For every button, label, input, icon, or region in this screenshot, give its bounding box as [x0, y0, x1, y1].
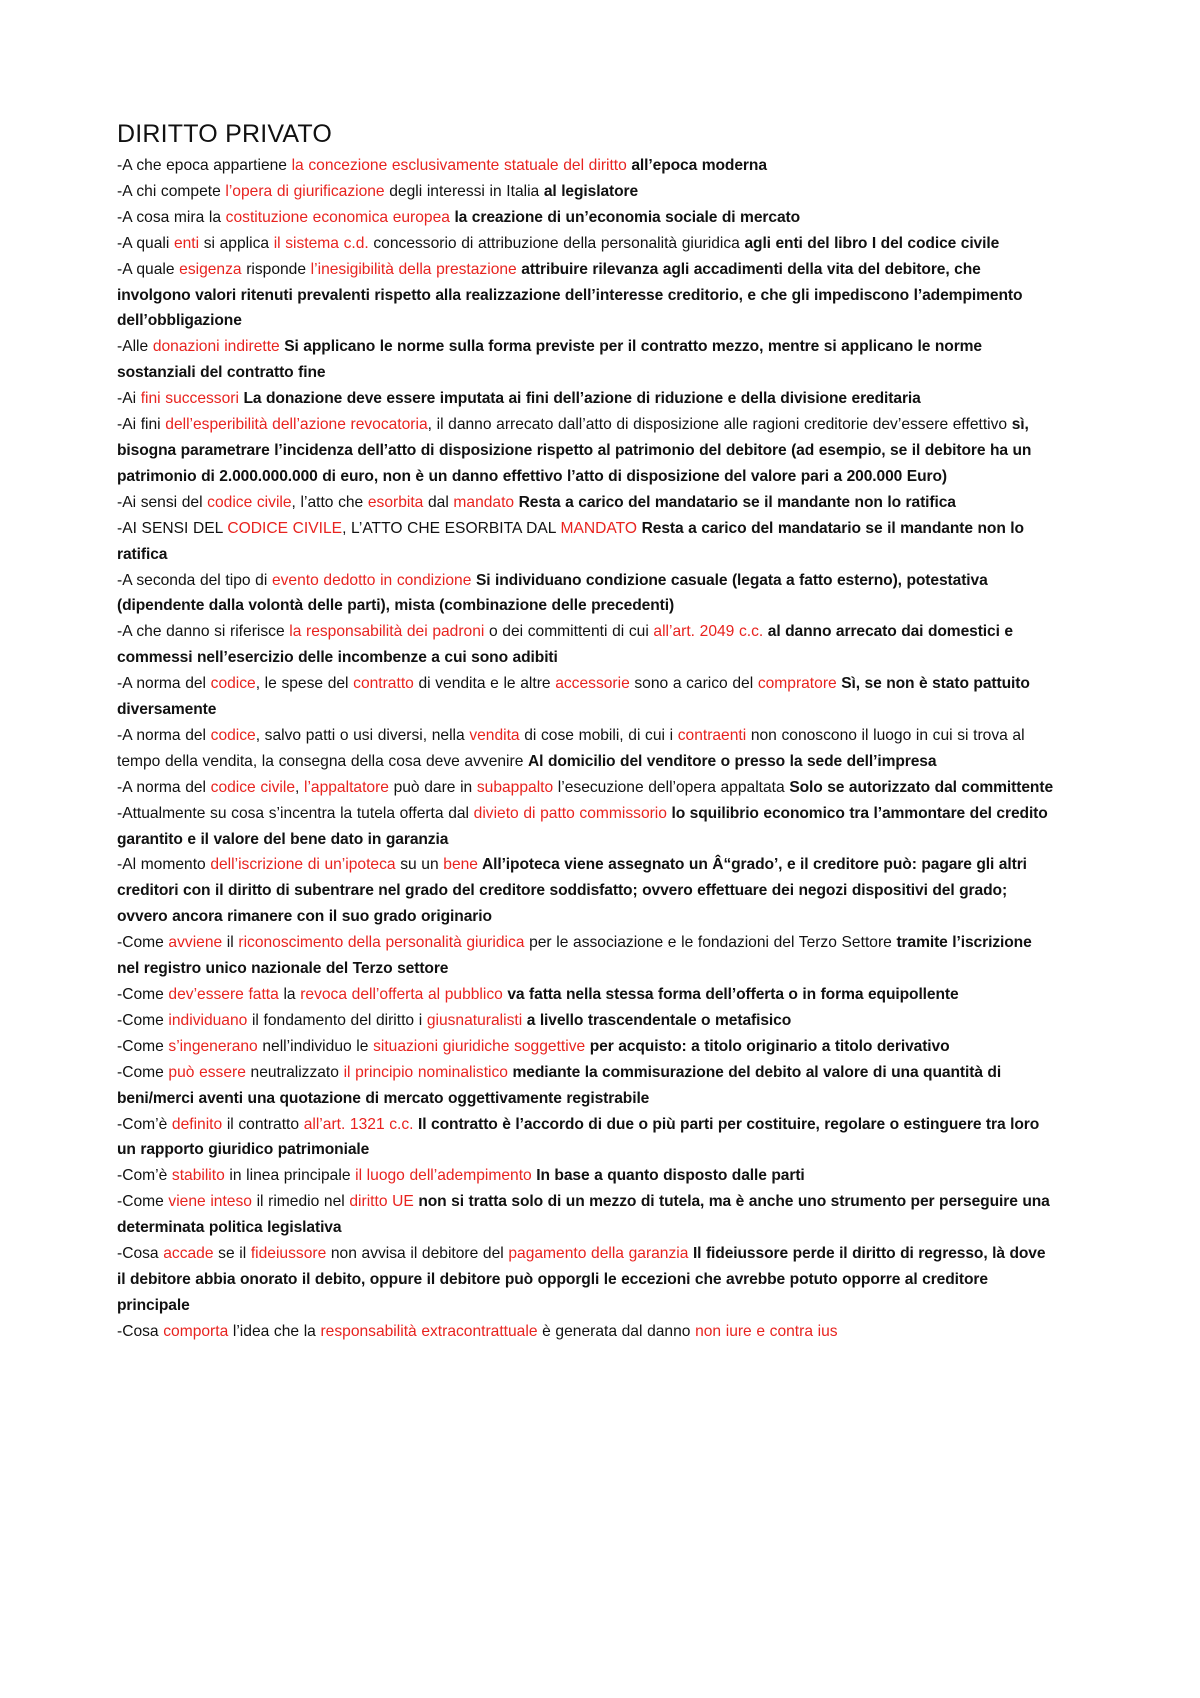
question-text: -A quali	[117, 234, 174, 252]
question-text: -A che danno si riferisce	[117, 623, 290, 641]
document-title: DIRITTO PRIVATO	[117, 120, 333, 148]
highlighted-term: riconoscimento della personalità giuridica	[238, 934, 525, 952]
question-text: dal	[423, 493, 454, 511]
highlighted-term: il principio nominalistico	[343, 1063, 508, 1081]
question-text: l’idea che la	[228, 1322, 321, 1340]
highlighted-term: subappalto	[476, 778, 554, 796]
qa-entry	[117, 1060, 1057, 1112]
highlighted-term: compratore	[757, 675, 837, 693]
highlighted-term: all’art. 2049 c.c.	[653, 623, 764, 641]
question-text: degli interessi in Italia	[384, 182, 544, 200]
question-text: -Com’è	[117, 1167, 172, 1185]
highlighted-term: donazioni indirette	[152, 338, 280, 356]
highlighted-term: codice civile	[210, 778, 296, 796]
qa-entry	[117, 1163, 1057, 1189]
question-text: risponde	[241, 260, 311, 278]
qa-entry	[117, 412, 1057, 490]
question-text: se il	[213, 1245, 251, 1263]
highlighted-term: s’ingenerano	[168, 1037, 258, 1055]
qa-entry	[117, 257, 1057, 335]
qa-entry	[117, 723, 1057, 775]
question-text: neutralizzato	[245, 1063, 344, 1081]
highlighted-term: definito	[171, 1115, 223, 1133]
question-text: può dare in	[388, 778, 477, 796]
qa-entry	[117, 1008, 1057, 1034]
answer-text: al legislatore	[543, 182, 639, 200]
question-text: -A chi compete	[117, 182, 226, 200]
highlighted-term: viene inteso	[168, 1193, 252, 1211]
question-text: -A cosa mira la	[117, 208, 226, 226]
question-text: -Come	[117, 1063, 169, 1081]
question-text: o dei committenti di cui	[484, 623, 654, 641]
answer-text: agli enti del libro I del codice civile	[744, 234, 1000, 252]
highlighted-term: contraenti	[677, 726, 747, 744]
question-text: -A quale	[117, 260, 180, 278]
answer-text: Si applicano le norme sulla forma previste per il contratto mezzo, mentre si applicano le norme sostanziali del contratto fine	[117, 338, 983, 382]
question-text: -A seconda del tipo di	[117, 571, 272, 589]
question-text: -Cosa	[117, 1245, 164, 1263]
qa-entry	[117, 205, 1057, 231]
qa-entry	[117, 1034, 1057, 1060]
highlighted-term: dell’iscrizione di un’ipoteca	[210, 856, 396, 874]
qa-entry	[117, 1189, 1057, 1241]
highlighted-term: accade	[163, 1245, 214, 1263]
question-text: per le associazione e le fondazioni del Terzo Settore	[524, 934, 897, 952]
answer-text: all’epoca moderna	[626, 157, 767, 174]
qa-entry	[117, 775, 1057, 801]
question-text: il contratto	[222, 1115, 304, 1133]
question-text: su un	[395, 856, 444, 874]
answer-text: per acquisto: a titolo originario a titolo derivativo	[585, 1037, 950, 1055]
question-text: di vendita e le altre	[413, 675, 556, 693]
highlighted-term: codice civile	[207, 493, 292, 511]
highlighted-term: dell’esperibilità dell’azione revocatoria	[165, 416, 428, 434]
highlighted-term: il luogo dell’adempimento	[355, 1167, 532, 1185]
qa-entry	[117, 1319, 1057, 1345]
answer-text: a livello trascendentale o metafisico	[522, 1011, 792, 1029]
document-content	[117, 118, 1057, 1345]
question-text: , salvo patti o usi diversi, nella	[255, 726, 470, 744]
qa-entry	[117, 1241, 1057, 1319]
question-text: concessorio di attribuzione della personalità giuridica	[368, 234, 745, 252]
question-text: nell’individuo le	[257, 1037, 374, 1055]
question-text: , l’atto che	[291, 493, 368, 511]
highlighted-term: responsabilità extracontrattuale	[320, 1322, 538, 1340]
question-text: -A norma del	[117, 675, 211, 693]
answer-text: attribuire rilevanza agli accadimenti della vita del debitore, che involgono valori ritenuti prevalenti rispetto alla realizzazione dell’interesse creditorio, e che gli impediscono l’adempimento dell’obbligazione	[117, 260, 1023, 330]
question-text: in linea principale	[224, 1167, 356, 1185]
answer-text: Il fideiussore perde il diritto di regresso, là dove il debitore abbia onorato il debito, oppure il debitore può opporgli le eccezioni che avrebbe potuto opporre al creditore principale	[117, 1245, 1046, 1314]
answer-text: lo squilibrio economico tra l’ammontare del credito garantito e il valore del bene dato in garanzia	[117, 804, 1048, 848]
answer-text: sì, bisogna parametrare l’incidenza dell’atto di disposizione rispetto al patrimonio del debitore (ad esempio, se il debitore ha un patrimonio di 2.000.000.000 di euro, non è un danno effettivo l’atto di disposizione del valore pari a 200.000 Euro)	[117, 416, 1032, 485]
question-text: -Attualmente su cosa s’incentra la tutela offerta dal	[117, 804, 474, 822]
qa-entry	[117, 930, 1057, 982]
answer-text: Si individuano condizione casuale (legata a fatto esterno), potestativa (dipendente dalla volontà delle parti), mista (combinazione delle precedenti)	[117, 571, 988, 615]
highlighted-term: codice	[210, 675, 256, 693]
highlighted-term: accessorie	[555, 675, 630, 693]
answer-text: Resta a carico del mandatario se il mandante non lo ratifica	[117, 519, 1024, 563]
highlighted-term: fideiussore	[250, 1245, 327, 1263]
answer-text: la creazione di un’economia sociale di mercato	[449, 208, 801, 226]
highlighted-term: bene	[443, 856, 478, 874]
question-text: , L’ATTO CHE ESORBITA DAL	[342, 519, 561, 537]
highlighted-term: pagamento della garanzia	[508, 1245, 689, 1263]
highlighted-term: l’appaltatore	[303, 778, 389, 796]
entry-list	[117, 153, 1057, 1345]
answer-text: Resta a carico del mandatario se il mandante non lo ratifica	[514, 493, 956, 511]
question-text: -Ai	[117, 390, 141, 408]
answer-text: La donazione deve essere imputata ai fini dell’azione di riduzione e della divisione ereditaria	[238, 390, 921, 408]
highlighted-term: vendita	[469, 726, 520, 744]
answer-text: All’ipoteca viene assegnato un Â“grado’, e il creditore può: pagare gli altri creditori con il diritto di subentrare nel grado del creditore soddisfatto; ovvero effettuare dei negozi dispositivi del grado; ovvero ancora rimanere con il suo grado originario	[117, 856, 1027, 926]
answer-text: non si tratta solo di un mezzo di tutela, ma è anche uno strumento per perseguire una determinata politica legislativa	[117, 1193, 1050, 1237]
question-text: ,	[295, 778, 304, 796]
highlighted-term: individuano	[168, 1011, 248, 1029]
question-text: -Ai sensi del	[117, 493, 208, 511]
highlighted-term: revoca dell’offerta al pubblico	[300, 986, 503, 1003]
highlighted-term: contratto	[353, 675, 414, 693]
highlighted-term: esorbita	[367, 493, 424, 511]
highlighted-term: l’opera di giurificazione	[225, 182, 385, 200]
highlighted-term: comporta	[163, 1322, 229, 1340]
question-text: -Al momento	[117, 856, 211, 874]
question-text: di cose mobili, di cui i	[519, 726, 678, 744]
question-text: -Come	[117, 934, 169, 952]
question-text: -Ai fini	[117, 416, 166, 434]
qa-entry	[117, 516, 1057, 568]
question-text: -Alle	[117, 338, 153, 356]
highlighted-term: non iure e contra ius	[695, 1322, 838, 1340]
question-text: -Come	[117, 1037, 169, 1055]
question-text: -A che epoca appartiene	[117, 157, 292, 174]
question-text: non avvisa il debitore del	[326, 1245, 509, 1263]
highlighted-term: può essere	[168, 1063, 246, 1081]
qa-entry	[117, 334, 1057, 386]
highlighted-term: fini successori	[140, 390, 239, 408]
question-text: -Come	[117, 986, 169, 1003]
question-text: la	[278, 986, 301, 1003]
question-text: il fondamento del diritto i	[247, 1011, 427, 1029]
answer-text: mediante la commisurazione del debito al valore di una quantità di beni/merci aventi una quotazione di mercato oggettivamente registrabile	[117, 1063, 1002, 1107]
qa-entry	[117, 179, 1057, 205]
highlighted-term: giusnaturalisti	[426, 1011, 523, 1029]
answer-text: tramite l’iscrizione nel registro unico nazionale del Terzo settore	[117, 934, 1032, 978]
question-text: -Com’è	[117, 1115, 172, 1133]
qa-entry	[117, 386, 1057, 412]
highlighted-term: all’art. 1321 c.c.	[303, 1115, 414, 1133]
answer-text: Sì, se non è stato pattuito diversamente	[117, 675, 1030, 719]
question-text: il rimedio nel	[251, 1193, 350, 1211]
qa-entry	[117, 982, 1057, 1008]
highlighted-term: MANDATO	[560, 519, 638, 537]
highlighted-term: la responsabilità dei padroni	[289, 623, 485, 641]
question-text: -A norma del	[117, 726, 211, 744]
question-text: -Cosa	[117, 1322, 164, 1340]
qa-entry	[117, 619, 1057, 671]
highlighted-term: enti	[173, 234, 200, 252]
highlighted-term: stabilito	[171, 1167, 225, 1185]
qa-entry	[117, 671, 1057, 723]
answer-text: In base a quanto disposto dalle parti	[531, 1167, 805, 1185]
highlighted-term: l’inesigibilità della prestazione	[310, 260, 517, 278]
question-text: non conoscono il luogo in cui si trova al tempo della vendita, la consegna della cosa deve avvenire	[117, 726, 1025, 770]
question-text: il	[222, 934, 239, 952]
qa-entry	[117, 490, 1057, 516]
qa-entry	[117, 801, 1057, 853]
question-text: sono a carico del	[629, 675, 758, 693]
highlighted-term: esigenza	[179, 260, 242, 278]
question-text: è generata dal danno	[537, 1322, 696, 1340]
highlighted-term: evento dedotto in condizione	[271, 571, 472, 589]
highlighted-term: situazioni giuridiche soggettive	[373, 1037, 586, 1055]
answer-text: Al domicilio del venditore o presso la sede dell’impresa	[528, 752, 937, 770]
highlighted-term: CODICE CIVILE	[227, 519, 343, 537]
qa-entry	[117, 1112, 1057, 1164]
highlighted-term: dev’essere fatta	[168, 986, 279, 1003]
question-text: -Come	[117, 1011, 169, 1029]
question-text: -AI SENSI DEL	[117, 519, 228, 537]
question-text: -A norma del	[117, 778, 211, 796]
highlighted-term: mandato	[453, 493, 515, 511]
qa-entry	[117, 568, 1057, 620]
highlighted-term: diritto UE	[349, 1193, 414, 1211]
highlighted-term: avviene	[168, 934, 223, 952]
qa-entry	[117, 852, 1057, 930]
highlighted-term: la concezione esclusivamente statuale del diritto	[291, 157, 627, 174]
answer-text: va fatta nella stessa forma dell’offerta o in forma equipollente	[502, 986, 959, 1003]
highlighted-term: divieto di patto commissorio	[473, 804, 667, 822]
highlighted-term: il sistema c.d.	[273, 234, 369, 252]
answer-text: Solo se autorizzato dal committente	[789, 778, 1054, 796]
qa-entry	[117, 231, 1057, 257]
answer-text: al danno arrecato dai domestici e commessi nell’esercizio delle incombenze a cui sono adibiti	[117, 623, 1013, 667]
highlighted-term: costituzione economica europea	[225, 208, 450, 226]
highlighted-term: codice	[210, 726, 256, 744]
question-text: , il danno arrecato dall’atto di disposizione alle ragioni creditorie dev’essere effettivo	[427, 416, 1012, 434]
question-text: l’esecuzione dell’opera appaltata	[553, 778, 790, 796]
qa-entry	[117, 153, 1057, 179]
question-text: -Come	[117, 1193, 169, 1211]
question-text: si applica	[199, 234, 274, 252]
question-text: , le spese del	[255, 675, 354, 693]
answer-text: Il contratto è l’accordo di due o più parti per costituire, regolare o estinguere tra loro un rapporto giuridico patrimoniale	[117, 1115, 1040, 1159]
